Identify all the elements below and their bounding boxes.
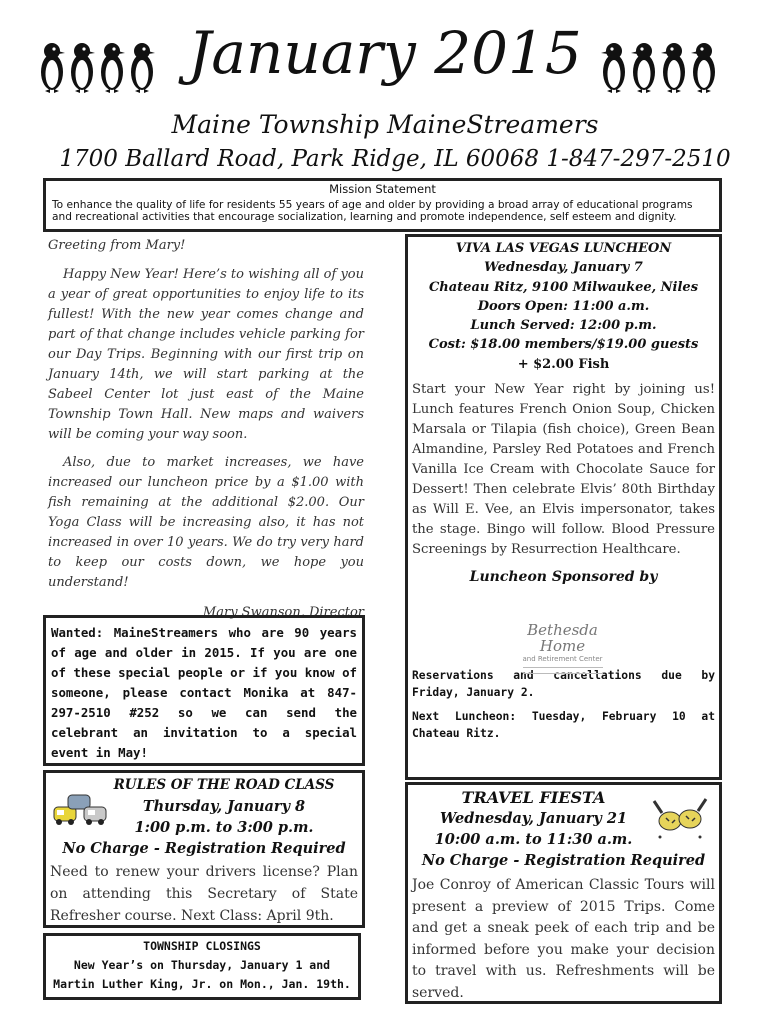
car-traffic-icon [52,785,108,831]
mission-text: To enhance the quality of life for residents 55 years of age and older by providing a broad array of educational programs and recreational activities that encourage socialization, learning and promote independence, self esteem and dignity. [52,199,693,223]
greeting-paragraph-2: Also, due to market increases, we have increased our luncheon price by a $1.00 with fish remaining at the additional $2.00. Our Yoga Class will be increasing also, it has not increased in over 10 years. We do try very hard to keep our costs down, we hope you understand! [48,455,364,590]
viva-doors: Doors Open: 11:00 a.m. [477,298,650,314]
viva-date: Wednesday, January 7 [484,260,643,276]
organization-name: Maine Township MaineStreamers [171,110,599,139]
wanted-text: Wanted: MaineStreamers who are 90 years of age and older in 2015. If you are one of these special people or if you know of someone, please contact Monika at 847-297-2510 #252 so we can send the celebrant an invitation to a special event in May! [51,625,357,760]
township-closings-box [43,933,361,1000]
viva-title: VIVA LAS VEGAS LUNCHEON [455,241,672,256]
greeting-heading: Greeting from Mary! [48,238,186,253]
rules-time: 1:00 p.m. to 3:00 p.m. [134,819,314,836]
travel-charge: No Charge - Registration Required [421,852,706,869]
travel-time: 10:00 a.m. to 11:30 a.m. [434,831,633,848]
closings-line-2: Martin Luther King, Jr. on Mon., Jan. 19th. [53,977,351,991]
viva-venue: Chateau Ritz, 9100 Milwaukee, Niles [428,279,699,295]
closings-line-1: New Year’s on Thursday, January 1 and [73,958,331,972]
travel-date: Wednesday, January 21 [439,810,628,827]
viva-cost: Cost: $18.00 members/$19.00 guests [428,337,699,353]
viva-lunch: Lunch Served: 12:00 p.m. [470,318,657,334]
sponsor-logo-subtitle: and Retirement Center [522,655,603,663]
greeting-signature: Mary Swanson, Director [202,605,364,620]
sponsored-by-label: Luncheon Sponsored by [469,569,658,586]
page-title: January 2015 [188,19,582,87]
travel-fiesta-box [405,782,722,1004]
maracas-icon [652,791,708,843]
closings-title: TOWNSHIP CLOSINGS [143,939,261,953]
viva-fish: + $2.00 Fish [517,356,610,372]
travel-title: TRAVEL FIESTA [461,788,606,807]
sponsor-logo-name: Bethesda Home [527,621,598,655]
rules-of-road-box [43,770,365,928]
rules-body: Need to renew your drivers license? Plan on attending this Secretary of State Refresher course. Next Class: April 9th. [50,864,358,924]
rules-date: Thursday, January 8 [142,798,306,815]
wanted-notice-box [43,615,365,766]
rules-charge: No Charge - Registration Required [62,840,346,857]
viva-las-vegas-box [405,234,722,780]
travel-body: Joe Conroy of American Classic Tours will present a preview of 2015 Trips. Come and get a sneak peek of each trip and be informed before you make your decision to travel with us. Refreshments will be served. [412,877,715,1001]
address-line: 1700 Ballard Road, Park Ridge, IL 60068 1-847-297-2510 [59,146,731,172]
greeting-paragraph-1: Happy New Year! Here’s to wishing all of you a year of great opportunities to enjoy life to its fullest! With the new year comes change and part of that change includes vehicle parking for our Day Trips. Beginning with our first trip on January 14th, we will start parking at the Sabeel Center lot just east of the Maine Township Town Hall. New maps and waivers will be coming your way soon. [48,267,364,442]
reservations-note: Reservations and cancellations due by Friday, January 2. [412,669,715,700]
rules-title: RULES OF THE ROAD CLASS [113,777,335,793]
sponsor-logo [505,622,620,664]
next-luncheon-note: Next Luncheon: Tuesday, February 10 at Chateau Ritz. [412,710,715,741]
mission-statement-box [43,178,722,232]
mission-heading: Mission Statement [329,182,436,196]
greeting-section [48,236,364,623]
viva-body: Start your New Year right by joining us! Lunch features French Onion Soup, Chicken Marsala or Tilapia (fish choice), Green Bean Almandine, Parsley Red Potatoes and French Vanilla Ice Cream with Chocolate Sauce for Dessert! Then celebrate Elvis’ 80th Birthday as Will E. Vee, an Elvis impersonator, takes the stage. Bingo will follow. Blood Pressure Screenings by Resurrection Healthcare. [412,382,715,558]
